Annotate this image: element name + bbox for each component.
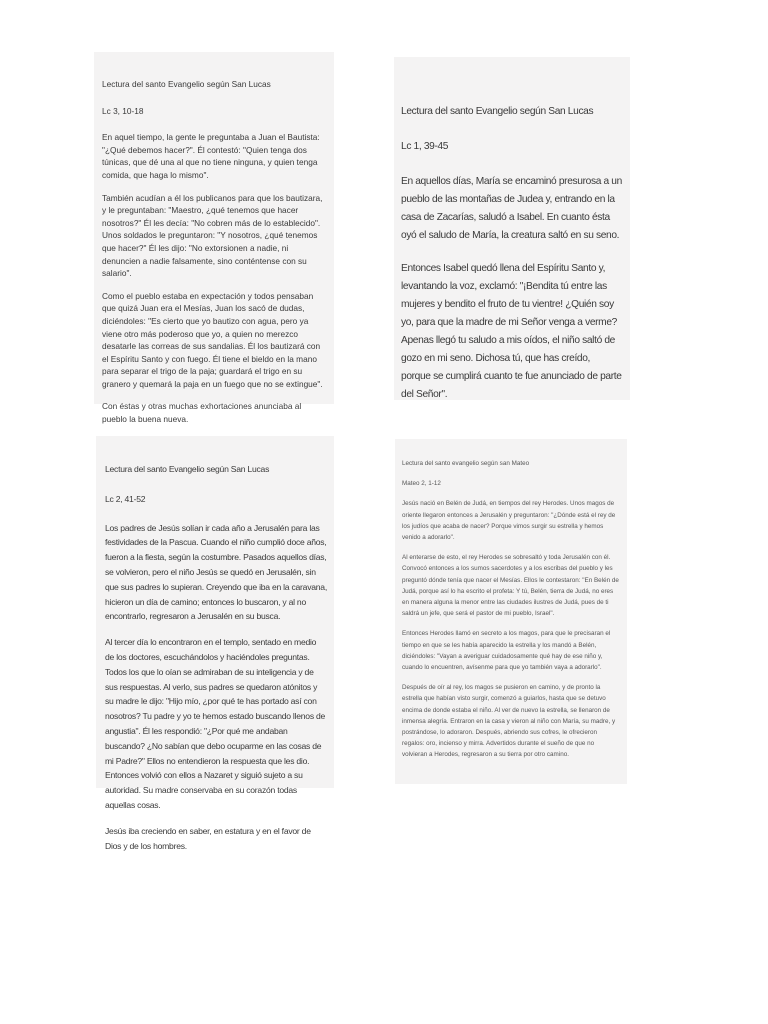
- reading-paragraph: Después de oír al rey, los magos se pusieron en camino, y de pronto la estrella que habían visto surgir, comenzó a guiarlos, hasta que se detuvo encima de donde estaba el niño. Al ver de nuevo la estrella, se llenaron de inmensa alegría. Entraron en la casa y vieron al niño con María, su madre, y postrándose, lo adoraron. Después, abriendo sus cofres, le ofrecieron regalos: oro, incienso y mirra. Advertidos durante el sueño de que no volvieran a Herodes, regresaron a su tierra por otro camino.: [402, 684, 616, 759]
- reading-paragraph: En aquel tiempo, la gente le preguntaba a Juan el Bautista: "¿Qué debemos hacer?". Él contestó: "Quien tenga dos túnicas, que dé una al que no tiene ninguna, y quien tenga comida, que haga lo mismo".: [102, 132, 320, 180]
- reading-reference: Lc 3, 10-18: [102, 105, 144, 116]
- reading-reference: Lc 2, 41-52: [105, 493, 146, 504]
- reading-title: Lectura del santo evangelio según san Mateo: [402, 460, 530, 467]
- reading-paragraph: Al tercer día lo encontraron en el templo, sentado en medio de los doctores, escuchándolos y haciéndoles preguntas. Todos los que lo oían se admiraban de su inteligencia y de sus respuestas. Al verlo, sus padres se quedaron atónitos y su madre le dijo: "Hijo mío, ¿por qué te has portado así con nosotros? Tu padre y yo te hemos estado buscando llenos de angustia". Él les respondió: "¿Por qué me andaban buscando? ¿No sabían que debo ocuparme en las cosas de mi Padre?" Ellos no entendieron la respuesta que les dio. Entonces volvió con ellos a Nazaret y siguió sujeto a su autoridad. Su madre conservaba en su corazón todas aquellas cosas.: [105, 637, 326, 810]
- reading-title: Lectura del santo Evangelio según San Lucas: [401, 106, 594, 117]
- reading-paragraph: En aquellos días, María se encaminó presurosa a un pueblo de las montañas de Judea y, entrando en la casa de Zacarías, saludó a Isabel. En cuanto ésta oyó el saludo de María, la creatura saltó en su seno.: [401, 176, 622, 241]
- reading-paragraph: También acudían a él los publicanos para que los bautizara, y le preguntaban: "Maestro, ¿qué tenemos que hacer nosotros?" Él les decía: "No cobren más de lo establecido". Unos soldados le preguntaron: "Y nosotros, ¿qué tenemos que hacer?" Él les dijo: "No extorsionen a nadie, ni denuncien a nadie falsamente, sino conténtense con su salario".: [102, 192, 323, 279]
- reading-paragraph: Entonces Isabel quedó llena del Espíritu Santo y, levantando la voz, exclamó: "¡Bendita tú entre las mujeres y bendito el fruto de tu vientre! ¿Quién soy yo, para que la madre de mi Señor venga a verme? Apenas llegó tu saludo a mis oídos, el niño saltó de gozo en mi seno. Dichosa tú, que has creído, porque se cumplirá cuanto te fue anunciado de parte del Señor".: [401, 263, 622, 400]
- reading-title: Lectura del santo Evangelio según San Lucas: [102, 79, 271, 89]
- reading-paragraph: Jesús iba creciendo en saber, en estatura y en el favor de Dios y de los hombres.: [105, 825, 311, 851]
- reading-card-lucas-1: [394, 57, 630, 400]
- reading-title: Lectura del santo Evangelio según San Lucas: [105, 464, 270, 474]
- reading-paragraph: Al enterarse de esto, el rey Herodes se sobresaltó y toda Jerusalén con él. Convocó entonces a los sumos sacerdotes y a los escribas del pueblo y les preguntó dónde tenía que nacer el Mesías. Ellos le contestaron: "En Belén de Judá, porque así lo ha escrito el profeta: Y tú, Belén, tierra de Judá, no eres en manera alguna la menor entre las ciudades ilustres de Judá, pues de ti saldrá un jefe, que será el pastor de mi pueblo, Israel".: [402, 554, 619, 618]
- reading-paragraph: Los padres de Jesús solían ir cada año a Jerusalén para las festividades de la Pascua. Cuando el niño cumplió doce años, fueron a la fiesta, según la costumbre. Pasados aquellos días, se volvieron, pero el niño Jesús se quedó en Jerusalén, sin que sus padres lo supieran. Creyendo que iba en la caravana, hicieron un día de camino; entonces lo buscaron, y al no encontrarlo, regresaron a Jerusalén en su busca.: [105, 522, 327, 622]
- reading-card-mateo-2: [395, 439, 627, 784]
- reading-paragraph: Entonces Herodes llamó en secreto a los magos, para que le precisaran el tiempo en que se les había aparecido la estrella y los mandó a Belén, diciéndoles: "Vayan a averiguar cuidadosamente qué hay de ese niño y, cuando lo encuentren, avísenme para que yo también vaya a adorarlo".: [402, 630, 611, 672]
- reading-paragraph: Con éstas y otras muchas exhortaciones anunciaba al pueblo la buena nueva.: [102, 401, 302, 425]
- reading-paragraph: Jesús nació en Belén de Judá, en tiempos del rey Herodes. Unos magos de oriente llegaron entonces a Jerusalén y preguntaron: "¿Dónde está el rey de los judíos que acaba de nacer? Porque vimos surgir su estrella y hemos venido a adorarlo".: [402, 500, 616, 542]
- reading-card-lucas-3: [94, 52, 334, 425]
- reading-card-lucas-2: [96, 436, 334, 851]
- reading-reference: Mateo 2, 1-12: [402, 480, 441, 488]
- reading-paragraph: Como el pueblo estaba en expectación y todos pensaban que quizá Juan era el Mesías, Juan los sacó de dudas, diciéndoles: "Es cierto que yo bautizo con agua, pero ya viene otro más poderoso que yo, a quien no merezco desatarle las correas de sus sandalias. Él los bautizará con el Espíritu Santo y con fuego. Él tiene el bieldo en la mano para separar el trigo de la paja; guardará el trigo en su granero y quemará la paja en un fuego que no se extingue".: [102, 290, 323, 389]
- reading-reference: Lc 1, 39-45: [401, 141, 449, 152]
